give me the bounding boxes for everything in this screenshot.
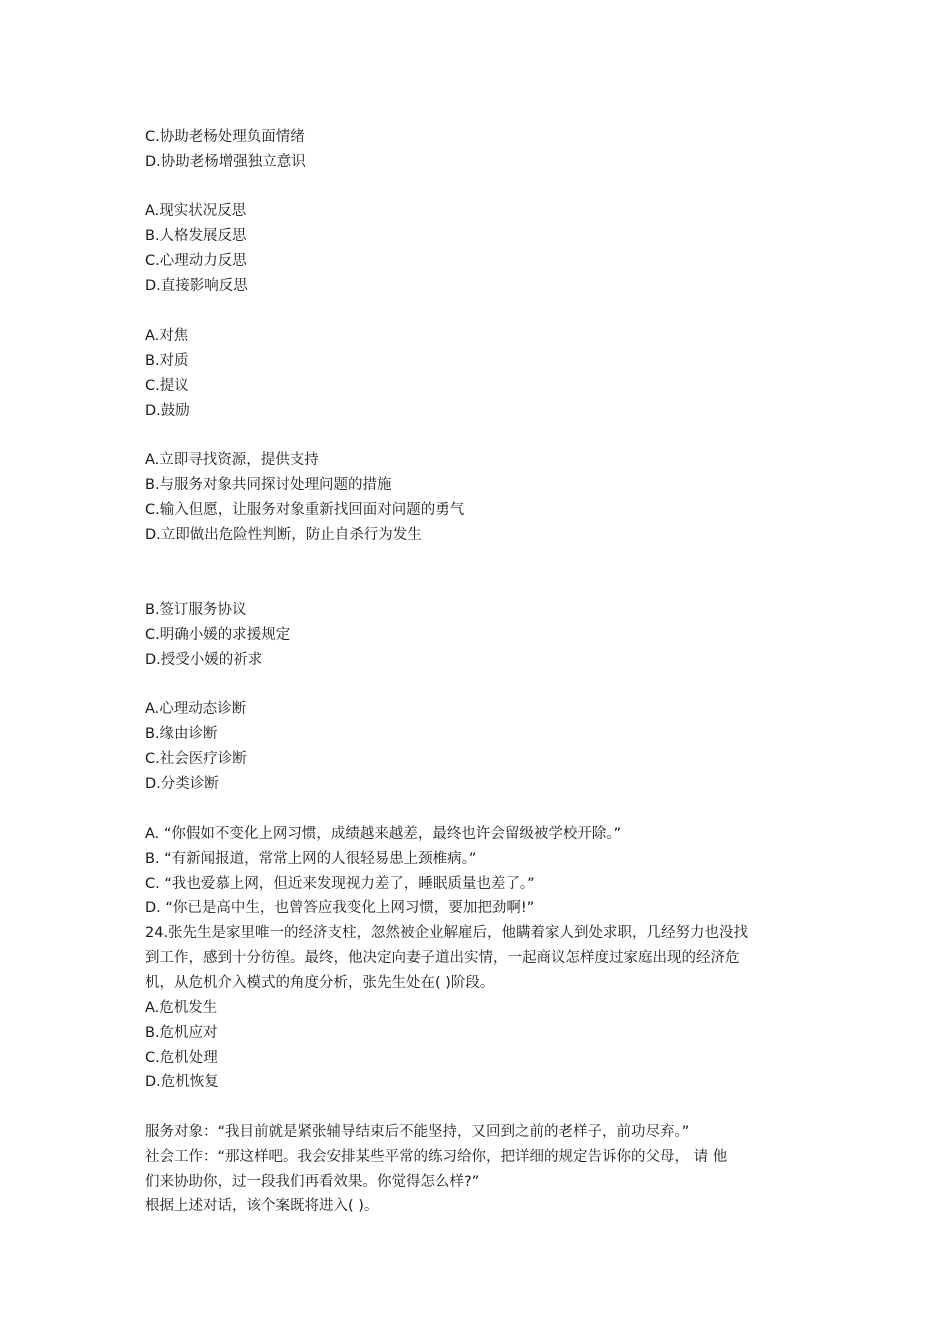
option-line: C.危机处理 <box>145 1050 218 1066</box>
option-line: C.输入但愿，让服务对象重新找回面对问题的勇气 <box>145 502 465 518</box>
option-line: D.协助老杨增强独立意识 <box>145 154 306 170</box>
option-line: D.危机恢复 <box>145 1074 219 1090</box>
option-line: D.鼓励 <box>145 403 190 419</box>
option-line: D.直接影响反思 <box>145 278 248 294</box>
option-line: B.签订服务协议 <box>145 602 247 618</box>
option-line: B.缘由诊断 <box>145 726 218 742</box>
option-line: D.分类诊断 <box>145 776 219 792</box>
option-line: D. “你已是高中生，也曾答应我变化上网习惯，要加把劲啊!” <box>145 900 535 916</box>
option-line: A. “你假如不变化上网习惯，成绩越来越差，最终也许会留级被学校开除。” <box>145 826 622 842</box>
option-line: B.人格发展反思 <box>145 228 247 244</box>
question-line: 到工作，感到十分彷徨。最终，他决定向妻子道出实情，一起商议怎样度过家庭出现的经济危 <box>145 950 740 966</box>
option-line: C.明确小媛的求援规定 <box>145 627 291 643</box>
option-line: C.协助老杨处理负面情绪 <box>145 129 305 145</box>
option-line: A.现实状况反思 <box>145 203 247 219</box>
option-line: D.授受小媛的祈求 <box>145 652 263 668</box>
option-line: C.社会医疗诊断 <box>145 751 247 767</box>
option-line: C.心理动力反思 <box>145 253 247 269</box>
dialogue-line: 社会工作：“那这样吧。我会安排某些平常的练习给你，把详细的规定告诉你的父母， 请 他 <box>145 1149 728 1165</box>
dialogue-line: 们来协助你，过一段我们再看效果。你觉得怎么样?” <box>145 1174 480 1190</box>
option-line: A.危机发生 <box>145 1000 218 1016</box>
option-line: C. “我也爱慕上网，但近来发现视力差了，睡眠质量也差了。” <box>145 876 535 892</box>
option-line: C.提议 <box>145 378 189 394</box>
question-line: 24.张先生是家里唯一的经济支柱，忽然被企业解雇后，他瞒着家人到处求职，几经努力也没找 <box>145 925 749 941</box>
option-line: B.危机应对 <box>145 1025 218 1041</box>
option-line: B.与服务对象共同探讨处理问题的措施 <box>145 477 392 493</box>
question-line: 根据上述对话，该个案既将进入( )。 <box>145 1198 379 1214</box>
question-line: 机，从危机介入模式的角度分析，张先生处在( )阶段。 <box>145 975 495 991</box>
option-line: A.心理动态诊断 <box>145 701 247 717</box>
option-line: A.对焦 <box>145 328 189 344</box>
option-line: D.立即做出危险性判断，防止自杀行为发生 <box>145 527 422 543</box>
option-line: B. “有新闻报道，常常上网的人很轻易患上颈椎病。” <box>145 851 477 867</box>
dialogue-line: 服务对象：“我目前就是紧张辅导结束后不能坚持，又回到之前的老样子，前功尽弃。” <box>145 1124 690 1140</box>
option-line: A.立即寻找资源，提供支持 <box>145 452 319 468</box>
option-line: B.对质 <box>145 353 189 369</box>
